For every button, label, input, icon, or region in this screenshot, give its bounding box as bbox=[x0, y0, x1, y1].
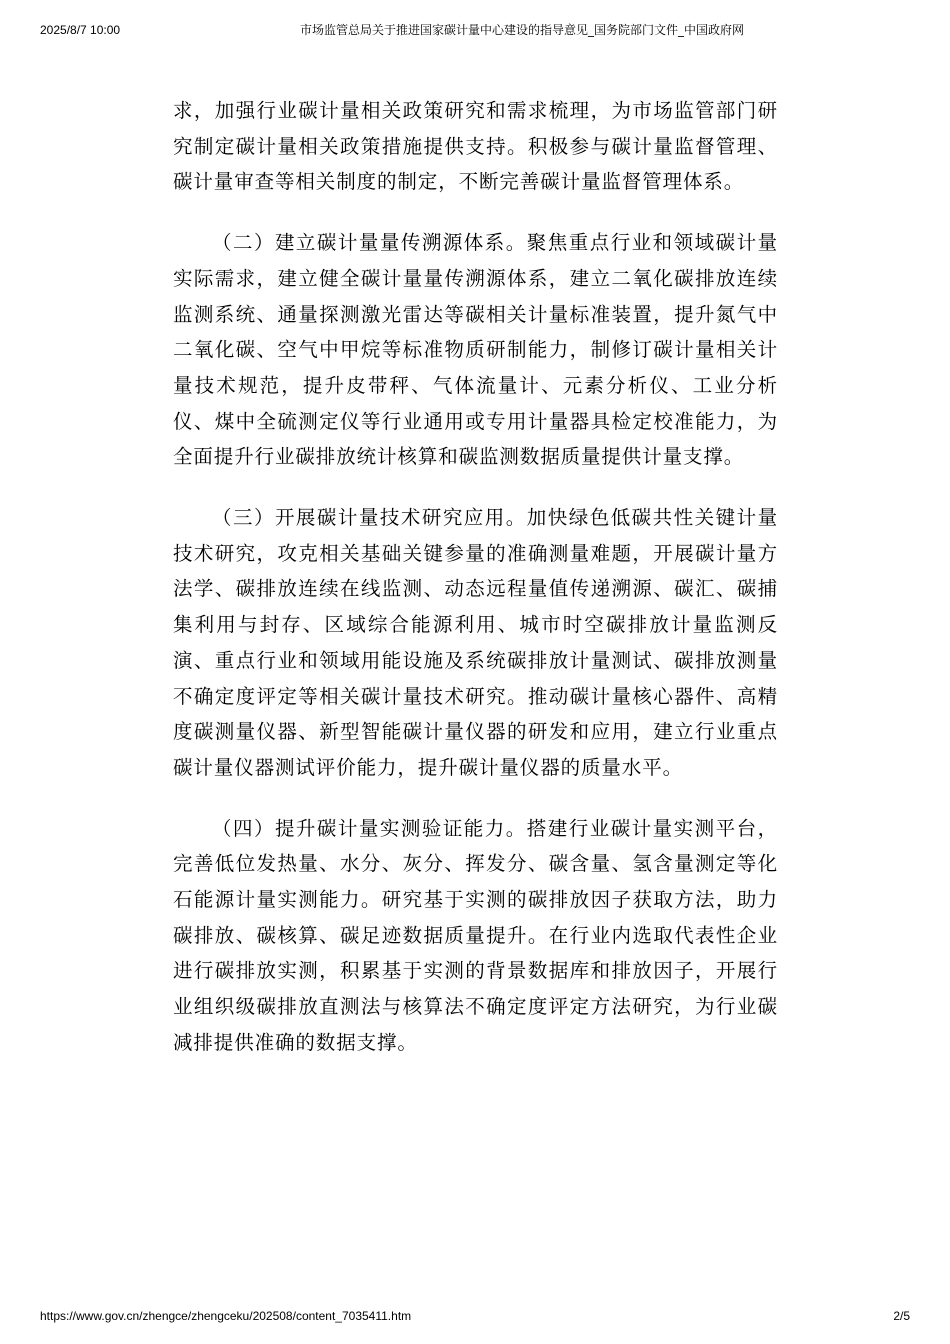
paragraph-section-3: （三）开展碳计量技术研究应用。加快绿色低碳共性关键计量技术研究，攻克相关基础关键参量的准确测量难题，开展碳计量方法学、碳排放连续在线监测、动态远程量值传递溯源、碳汇、碳捕集利用与封存、区域综合能源利用、城市时空碳排放计量监测反演、重点行业和领域用能设施及系统碳排放计量测试、碳排放测量不确定度评定等相关碳计量技术研究。推动碳计量核心器件、高精度碳测量仪器、新型智能碳计量仪器的研发和应用，建立行业重点碳计量仪器测试评价能力，提升碳计量仪器的质量水平。 bbox=[173, 506, 778, 779]
paragraph-section-2: （二）建立碳计量量传溯源体系。聚焦重点行业和领域碳计量实际需求，建立健全碳计量量传溯源体系，建立二氧化碳排放连续监测系统、通量探测激光雷达等碳相关计量标准装置，提升氮气中二氧化碳、空气中甲烷等标准物质研制能力，制修订碳计量相关计量技术规范，提升皮带秤、气体流量计、元素分析仪、工业分析仪、煤中全硫测定仪等行业通用或专用计量器具检定校准能力，为全面提升行业碳排放统计核算和碳监测数据质量提供计量支撑。 bbox=[173, 231, 778, 469]
page-url: https://www.gov.cn/zhengce/zhengceku/202508/content_7035411.htm bbox=[40, 1309, 412, 1323]
paragraph-section-4: （四）提升碳计量实测验证能力。搭建行业碳计量实测平台，完善低位发热量、水分、灰分、挥发分、碳含量、氢含量测定等化石能源计量实测能力。研究基于实测的碳排放因子获取方法，助力碳排放、碳核算、碳足迹数据质量提升。在行业内选取代表性企业进行碳排放实测，积累基于实测的背景数据库和排放因子，开展行业组织级碳排放直测法与核算法不确定度评定方法研究，为行业碳减排提供准确的数据支撑。 bbox=[173, 816, 778, 1054]
document-body bbox=[173, 93, 778, 1086]
page-number: 2/5 bbox=[893, 1309, 910, 1323]
print-datetime: 2025/8/7 10:00 bbox=[40, 23, 121, 37]
document-title: 市场监管总局关于推进国家碳计量中心建设的指导意见_国务院部门文件_中国政府网 bbox=[300, 23, 745, 37]
paragraph-continuation: 求，加强行业碳计量相关政策研究和需求梳理，为市场监管部门研究制定碳计量相关政策措施提供支持。积极参与碳计量监督管理、碳计量审查等相关制度的制定，不断完善碳计量监督管理体系。 bbox=[173, 99, 778, 194]
